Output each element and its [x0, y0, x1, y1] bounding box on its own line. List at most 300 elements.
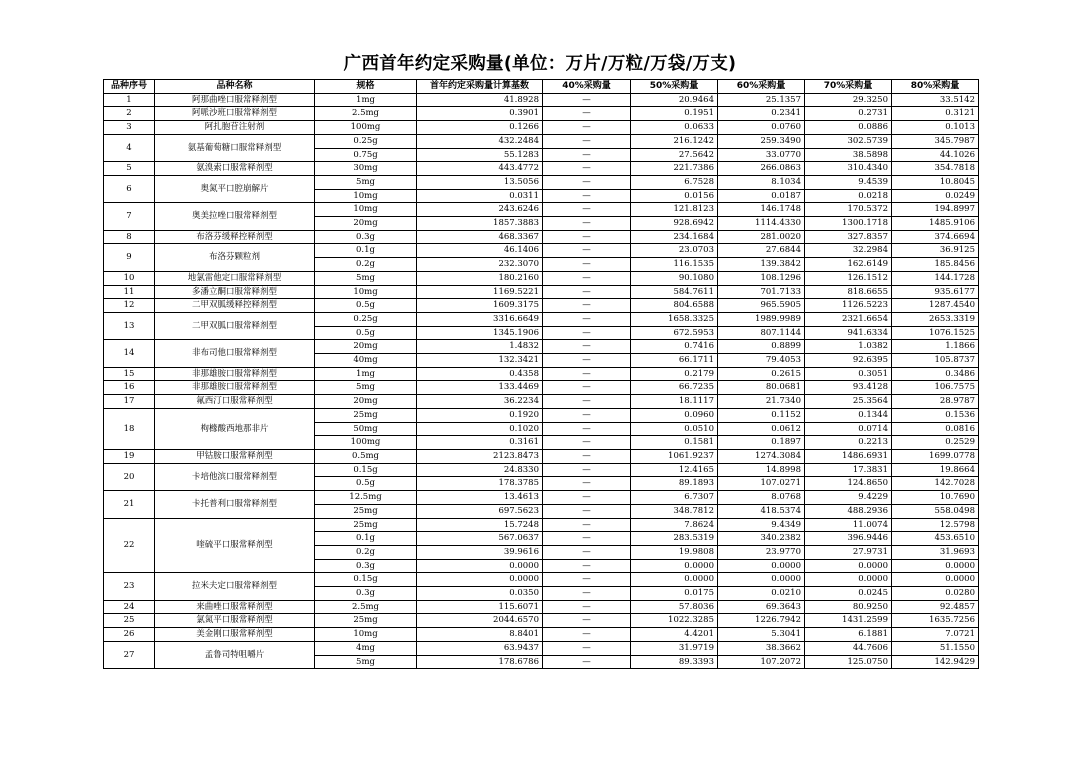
pct80-cell: 374.6694 [892, 230, 979, 244]
base-cell: 0.1020 [417, 422, 543, 436]
base-cell: 13.5056 [417, 175, 543, 189]
base-cell: 55.1283 [417, 148, 543, 162]
pct60-cell: 108.1296 [718, 271, 805, 285]
base-cell: 63.9437 [417, 641, 543, 655]
pct60-cell: 0.2615 [718, 367, 805, 381]
pct60-cell: 1989.9989 [718, 312, 805, 326]
base-cell: 13.4613 [417, 491, 543, 505]
item-no-cell: 15 [104, 367, 155, 381]
pct80-cell: 0.1536 [892, 408, 979, 422]
pct40-cell: — [543, 395, 631, 409]
pct70-cell: 32.2984 [805, 244, 892, 258]
table-row [104, 463, 979, 477]
item-name-cell: 非布司他口服常释剂型 [155, 340, 315, 367]
pct60-cell: 25.1357 [718, 93, 805, 107]
pct70-cell: 126.1512 [805, 271, 892, 285]
pct50-cell: 66.1711 [631, 354, 718, 368]
pct50-cell: 6.7307 [631, 491, 718, 505]
pct50-cell: 0.2179 [631, 367, 718, 381]
pct40-cell: — [543, 545, 631, 559]
item-name-cell: 美金刚口服常释剂型 [155, 628, 315, 642]
pct60-cell: 8.0768 [718, 491, 805, 505]
pct50-cell: 18.1117 [631, 395, 718, 409]
spec-cell: 0.2g [315, 258, 417, 272]
pct60-cell: 281.0020 [718, 230, 805, 244]
spec-cell: 10mg [315, 203, 417, 217]
base-cell: 115.6071 [417, 600, 543, 614]
spec-cell: 12.5mg [315, 491, 417, 505]
table-row [104, 518, 979, 532]
pct80-cell: 0.0816 [892, 422, 979, 436]
pct40-cell: — [543, 312, 631, 326]
pct40-cell: — [543, 367, 631, 381]
base-cell: 0.1920 [417, 408, 543, 422]
pct40-cell: — [543, 230, 631, 244]
pct60-cell: 9.4349 [718, 518, 805, 532]
pct40-cell: — [543, 271, 631, 285]
pct80-cell: 0.2529 [892, 436, 979, 450]
pct40-cell: — [543, 436, 631, 450]
procurement-table [103, 79, 979, 669]
item-no-cell: 17 [104, 395, 155, 409]
item-name-cell: 拉米夫定口服常释剂型 [155, 573, 315, 600]
pct70-cell: 0.3051 [805, 367, 892, 381]
pct80-cell: 142.7028 [892, 477, 979, 491]
spec-cell: 0.5mg [315, 449, 417, 463]
item-name-cell: 二甲双胍口服常释剂型 [155, 312, 315, 339]
pct80-cell: 194.8997 [892, 203, 979, 217]
pct40-cell: — [543, 299, 631, 313]
pct80-cell: 144.1728 [892, 271, 979, 285]
pct60-cell: 418.5374 [718, 504, 805, 518]
page-title: 广西首年约定采购量(单位：万片/万粒/万袋/万支) [343, 54, 737, 74]
pct80-cell: 106.7575 [892, 381, 979, 395]
pct50-cell: 0.0000 [631, 559, 718, 573]
spec-cell: 5mg [315, 175, 417, 189]
pct50-cell: 90.1080 [631, 271, 718, 285]
spec-cell: 0.3g [315, 230, 417, 244]
table-row [104, 271, 979, 285]
pct50-cell: 283.5319 [631, 532, 718, 546]
pct70-cell: 488.2936 [805, 504, 892, 518]
item-no-cell: 9 [104, 244, 155, 271]
spec-cell: 5mg [315, 381, 417, 395]
pct50-cell: 221.7386 [631, 162, 718, 176]
spec-cell: 50mg [315, 422, 417, 436]
spec-cell: 25mg [315, 504, 417, 518]
pct60-cell: 701.7133 [718, 285, 805, 299]
item-name-cell: 非那雄胺口服常释剂型 [155, 367, 315, 381]
pct40-cell: — [543, 285, 631, 299]
pct60-cell: 266.0863 [718, 162, 805, 176]
pct40-cell: — [543, 463, 631, 477]
pct40-cell: — [543, 162, 631, 176]
table-row [104, 395, 979, 409]
pct80-cell: 185.8456 [892, 258, 979, 272]
pct80-cell: 33.5142 [892, 93, 979, 107]
pct80-cell: 0.0000 [892, 573, 979, 587]
base-cell: 39.9616 [417, 545, 543, 559]
pct70-cell: 44.7606 [805, 641, 892, 655]
pct70-cell: 0.0218 [805, 189, 892, 203]
spec-cell: 0.5g [315, 326, 417, 340]
table-row [104, 175, 979, 189]
pct50-cell: 89.3393 [631, 655, 718, 669]
pct50-cell: 6.7528 [631, 175, 718, 189]
spec-cell: 100mg [315, 121, 417, 135]
spec-cell: 0.25g [315, 134, 417, 148]
col-header-no: 品种序号 [104, 80, 155, 94]
pct70-cell: 162.6149 [805, 258, 892, 272]
item-no-cell: 2 [104, 107, 155, 121]
item-no-cell: 27 [104, 641, 155, 668]
pct50-cell: 804.6588 [631, 299, 718, 313]
pct70-cell: 93.4128 [805, 381, 892, 395]
item-no-cell: 20 [104, 463, 155, 490]
spec-cell: 25mg [315, 518, 417, 532]
pct80-cell: 44.1026 [892, 148, 979, 162]
pct40-cell: — [543, 217, 631, 231]
pct80-cell: 1635.7256 [892, 614, 979, 628]
pct60-cell: 340.2382 [718, 532, 805, 546]
pct80-cell: 7.0721 [892, 628, 979, 642]
base-cell: 1857.3883 [417, 217, 543, 231]
item-no-cell: 10 [104, 271, 155, 285]
pct50-cell: 116.1535 [631, 258, 718, 272]
item-no-cell: 14 [104, 340, 155, 367]
spec-cell: 10mg [315, 285, 417, 299]
base-cell: 24.8330 [417, 463, 543, 477]
item-name-cell: 氨基葡萄糖口服常释剂型 [155, 134, 315, 161]
pct60-cell: 21.7340 [718, 395, 805, 409]
item-name-cell: 阿扎胞苷注射剂 [155, 121, 315, 135]
base-cell: 178.3785 [417, 477, 543, 491]
spec-cell: 20mg [315, 340, 417, 354]
item-no-cell: 11 [104, 285, 155, 299]
pct80-cell: 10.7690 [892, 491, 979, 505]
spec-cell: 25mg [315, 614, 417, 628]
pct70-cell: 80.9250 [805, 600, 892, 614]
spec-cell: 0.2g [315, 545, 417, 559]
base-cell: 432.2484 [417, 134, 543, 148]
pct70-cell: 1486.6931 [805, 449, 892, 463]
base-cell: 0.4358 [417, 367, 543, 381]
item-no-cell: 3 [104, 121, 155, 135]
base-cell: 15.7248 [417, 518, 543, 532]
pct50-cell: 234.1684 [631, 230, 718, 244]
pct50-cell: 0.0633 [631, 121, 718, 135]
pct50-cell: 4.4201 [631, 628, 718, 642]
base-cell: 0.0000 [417, 573, 543, 587]
pct70-cell: 0.1344 [805, 408, 892, 422]
item-name-cell: 阿那曲唑口服常释剂型 [155, 93, 315, 107]
item-name-cell: 氟西汀口服常释剂型 [155, 395, 315, 409]
pct70-cell: 302.5739 [805, 134, 892, 148]
pct40-cell: — [543, 121, 631, 135]
base-cell: 8.8401 [417, 628, 543, 642]
spec-cell: 10mg [315, 189, 417, 203]
pct40-cell: — [543, 258, 631, 272]
item-name-cell: 卡托普利口服常释剂型 [155, 491, 315, 518]
pct40-cell: — [543, 175, 631, 189]
pct50-cell: 928.6942 [631, 217, 718, 231]
pct70-cell: 9.4229 [805, 491, 892, 505]
pct60-cell: 807.1144 [718, 326, 805, 340]
pct60-cell: 1114.4330 [718, 217, 805, 231]
pct60-cell: 965.5905 [718, 299, 805, 313]
col-header-60: 60%采购量 [718, 80, 805, 94]
pct60-cell: 80.0681 [718, 381, 805, 395]
base-cell: 0.1266 [417, 121, 543, 135]
base-cell: 0.0000 [417, 559, 543, 573]
spec-cell: 0.25g [315, 312, 417, 326]
pct40-cell: — [543, 422, 631, 436]
pct80-cell: 0.3486 [892, 367, 979, 381]
spec-cell: 0.3g [315, 587, 417, 601]
item-name-cell: 二甲双胍缓释控释剂型 [155, 299, 315, 313]
pct50-cell: 0.0000 [631, 573, 718, 587]
base-cell: 46.1406 [417, 244, 543, 258]
col-header-50: 50%采购量 [631, 80, 718, 94]
pct60-cell: 0.1152 [718, 408, 805, 422]
spec-cell: 25mg [315, 408, 417, 422]
pct50-cell: 121.8123 [631, 203, 718, 217]
table-row [104, 162, 979, 176]
pct60-cell: 0.0187 [718, 189, 805, 203]
item-name-cell: 氯氮平口服常释剂型 [155, 614, 315, 628]
pct50-cell: 216.1242 [631, 134, 718, 148]
pct40-cell: — [543, 655, 631, 669]
pct60-cell: 0.0612 [718, 422, 805, 436]
col-header-80: 80%采购量 [892, 80, 979, 94]
base-cell: 468.3367 [417, 230, 543, 244]
item-no-cell: 16 [104, 381, 155, 395]
base-cell: 133.4469 [417, 381, 543, 395]
table-row [104, 573, 979, 587]
spec-cell: 1mg [315, 367, 417, 381]
spec-cell: 0.5g [315, 477, 417, 491]
pct60-cell: 8.1034 [718, 175, 805, 189]
base-cell: 2044.6570 [417, 614, 543, 628]
pct80-cell: 2653.3319 [892, 312, 979, 326]
pct40-cell: — [543, 134, 631, 148]
pct80-cell: 28.9787 [892, 395, 979, 409]
pct80-cell: 1699.0778 [892, 449, 979, 463]
pct70-cell: 396.9446 [805, 532, 892, 546]
base-cell: 3316.6649 [417, 312, 543, 326]
pct80-cell: 92.4857 [892, 600, 979, 614]
table-row [104, 203, 979, 217]
pct50-cell: 27.5642 [631, 148, 718, 162]
pct60-cell: 0.0000 [718, 573, 805, 587]
base-cell: 178.6786 [417, 655, 543, 669]
pct40-cell: — [543, 148, 631, 162]
pct70-cell: 0.0714 [805, 422, 892, 436]
pct70-cell: 0.0886 [805, 121, 892, 135]
base-cell: 2123.8473 [417, 449, 543, 463]
pct40-cell: — [543, 614, 631, 628]
pct60-cell: 14.8998 [718, 463, 805, 477]
pct40-cell: — [543, 381, 631, 395]
pct80-cell: 0.0249 [892, 189, 979, 203]
pct80-cell: 12.5798 [892, 518, 979, 532]
item-name-cell: 氨溴索口服常释剂型 [155, 162, 315, 176]
spec-cell: 20mg [315, 395, 417, 409]
pct40-cell: — [543, 504, 631, 518]
pct60-cell: 23.9770 [718, 545, 805, 559]
pct70-cell: 11.0074 [805, 518, 892, 532]
pct70-cell: 0.2731 [805, 107, 892, 121]
pct40-cell: — [543, 107, 631, 121]
pct70-cell: 2321.6654 [805, 312, 892, 326]
pct50-cell: 1022.3285 [631, 614, 718, 628]
base-cell: 0.3901 [417, 107, 543, 121]
pct40-cell: — [543, 93, 631, 107]
item-no-cell: 25 [104, 614, 155, 628]
base-cell: 36.2234 [417, 395, 543, 409]
pct60-cell: 1226.7942 [718, 614, 805, 628]
table-row [104, 600, 979, 614]
pct60-cell: 33.0770 [718, 148, 805, 162]
pct80-cell: 558.0498 [892, 504, 979, 518]
pct70-cell: 170.5372 [805, 203, 892, 217]
pct70-cell: 818.6655 [805, 285, 892, 299]
item-no-cell: 19 [104, 449, 155, 463]
base-cell: 243.6246 [417, 203, 543, 217]
item-no-cell: 7 [104, 203, 155, 230]
pct70-cell: 25.3564 [805, 395, 892, 409]
item-no-cell: 5 [104, 162, 155, 176]
pct80-cell: 345.7987 [892, 134, 979, 148]
pct40-cell: — [543, 587, 631, 601]
pct80-cell: 105.8737 [892, 354, 979, 368]
spec-cell: 0.5g [315, 299, 417, 313]
spec-cell: 0.75g [315, 148, 417, 162]
pct50-cell: 1061.9237 [631, 449, 718, 463]
pct60-cell: 79.4053 [718, 354, 805, 368]
base-cell: 180.2160 [417, 271, 543, 285]
table-row [104, 340, 979, 354]
item-name-cell: 非那雄胺口服常释剂型 [155, 381, 315, 395]
item-no-cell: 23 [104, 573, 155, 600]
header-row [104, 80, 979, 94]
pct60-cell: 27.6844 [718, 244, 805, 258]
pct50-cell: 584.7611 [631, 285, 718, 299]
col-header-base: 首年约定采购量计算基数 [417, 80, 543, 94]
item-name-cell: 奥氮平口腔崩解片 [155, 175, 315, 202]
item-no-cell: 6 [104, 175, 155, 202]
item-no-cell: 13 [104, 312, 155, 339]
pct80-cell: 1485.9106 [892, 217, 979, 231]
pct50-cell: 348.7812 [631, 504, 718, 518]
table-row [104, 381, 979, 395]
pct70-cell: 9.4539 [805, 175, 892, 189]
item-no-cell: 26 [104, 628, 155, 642]
pct80-cell: 453.6510 [892, 532, 979, 546]
pct40-cell: — [543, 203, 631, 217]
pct50-cell: 1658.3325 [631, 312, 718, 326]
pct80-cell: 0.3121 [892, 107, 979, 121]
item-name-cell: 多潘立酮口服常释剂型 [155, 285, 315, 299]
pct70-cell: 124.8650 [805, 477, 892, 491]
pct80-cell: 1.1866 [892, 340, 979, 354]
pct70-cell: 0.0000 [805, 559, 892, 573]
spec-cell: 0.3g [315, 559, 417, 573]
item-name-cell: 甲钴胺口服常释剂型 [155, 449, 315, 463]
table-row [104, 614, 979, 628]
pct50-cell: 0.7416 [631, 340, 718, 354]
base-cell: 132.3421 [417, 354, 543, 368]
item-no-cell: 18 [104, 408, 155, 449]
base-cell: 0.0350 [417, 587, 543, 601]
table-row [104, 367, 979, 381]
pct40-cell: — [543, 449, 631, 463]
pct60-cell: 146.1748 [718, 203, 805, 217]
pct70-cell: 1126.5223 [805, 299, 892, 313]
pct50-cell: 0.1581 [631, 436, 718, 450]
pct80-cell: 0.1013 [892, 121, 979, 135]
table-row [104, 491, 979, 505]
table-row [104, 408, 979, 422]
pct70-cell: 29.3250 [805, 93, 892, 107]
table-row [104, 628, 979, 642]
pct40-cell: — [543, 340, 631, 354]
col-header-70: 70%采购量 [805, 80, 892, 94]
item-no-cell: 12 [104, 299, 155, 313]
pct70-cell: 1.0382 [805, 340, 892, 354]
spec-cell: 0.15g [315, 463, 417, 477]
table-row [104, 230, 979, 244]
pct70-cell: 1300.1718 [805, 217, 892, 231]
pct80-cell: 0.0000 [892, 559, 979, 573]
pct40-cell: — [543, 408, 631, 422]
item-name-cell: 喹硫平口服常释剂型 [155, 518, 315, 573]
pct80-cell: 36.9125 [892, 244, 979, 258]
pct60-cell: 0.0000 [718, 559, 805, 573]
pct50-cell: 57.8036 [631, 600, 718, 614]
pct50-cell: 0.0510 [631, 422, 718, 436]
pct70-cell: 0.0245 [805, 587, 892, 601]
spec-cell: 20mg [315, 217, 417, 231]
col-header-40: 40%采购量 [543, 80, 631, 94]
pct50-cell: 31.9719 [631, 641, 718, 655]
pct40-cell: — [543, 518, 631, 532]
item-name-cell: 奥美拉唑口服常释剂型 [155, 203, 315, 230]
pct80-cell: 354.7818 [892, 162, 979, 176]
spec-cell: 100mg [315, 436, 417, 450]
pct40-cell: — [543, 354, 631, 368]
item-name-cell: 来曲唑口服常释剂型 [155, 600, 315, 614]
col-header-spec: 规格 [315, 80, 417, 94]
table-row [104, 107, 979, 121]
pct50-cell: 0.0960 [631, 408, 718, 422]
spec-cell: 0.15g [315, 573, 417, 587]
pct60-cell: 0.2341 [718, 107, 805, 121]
table-row [104, 285, 979, 299]
pct80-cell: 51.1550 [892, 641, 979, 655]
base-cell: 1609.3175 [417, 299, 543, 313]
item-no-cell: 24 [104, 600, 155, 614]
item-no-cell: 4 [104, 134, 155, 161]
pct50-cell: 89.1893 [631, 477, 718, 491]
pct60-cell: 107.2072 [718, 655, 805, 669]
spec-cell: 2.5mg [315, 107, 417, 121]
pct40-cell: — [543, 600, 631, 614]
item-no-cell: 21 [104, 491, 155, 518]
item-name-cell: 地氯雷他定口服常释剂型 [155, 271, 315, 285]
table-row [104, 244, 979, 258]
table-row [104, 121, 979, 135]
